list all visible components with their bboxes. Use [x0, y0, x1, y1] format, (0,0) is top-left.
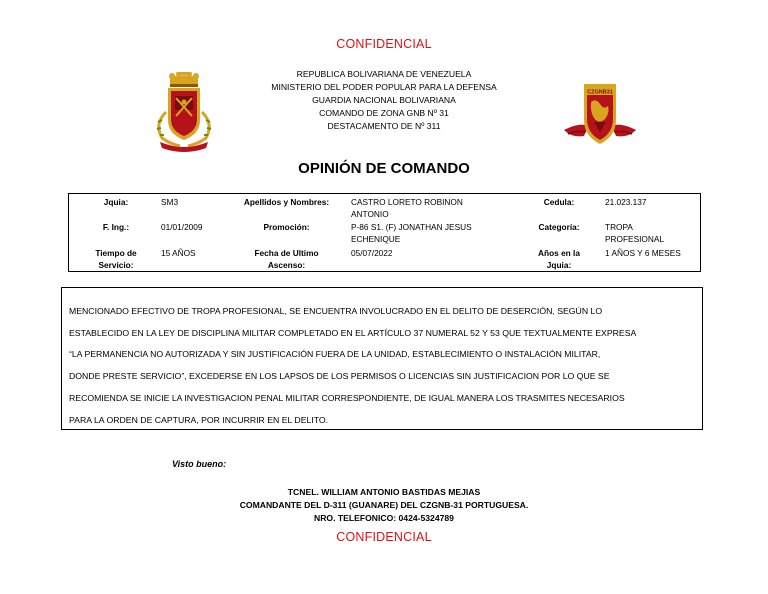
tiempo-servicio-label-line2: Servicio: [98, 260, 134, 270]
confidential-label-bottom: CONFIDENCIAL [336, 530, 432, 544]
tiempo-servicio-label [75, 247, 157, 271]
categoria-label: Categoría: [538, 222, 580, 232]
tiempo-servicio-label-line1: Tiempo de [95, 248, 137, 258]
promocion-value-line1: P-86 S1. (F) JONATHAN JESUS [351, 222, 472, 232]
signer-phone: NRO. TELEFONICO: 0424-5324789 [314, 513, 454, 523]
anos-jquia-value: 1 AÑOS Y 6 MESES [605, 248, 681, 258]
fecha-ingreso-label: F. Ing.: [102, 222, 130, 232]
anos-jquia-label-line2: Jquia: [546, 260, 572, 270]
apellidos-value [351, 196, 463, 220]
ultimo-ascenso-label [234, 247, 339, 271]
header-line-command: COMANDO DE ZONA GNB Nº 31 [319, 108, 449, 118]
jquia-value: SM3 [161, 197, 179, 207]
ultimo-ascenso-label-line1: Fecha de Ultimo [254, 248, 319, 258]
opinion-line-6: PARA LA ORDEN DE CAPTURA, POR INCURRIR EN EL DELITO. [69, 414, 329, 425]
opinion-line-4: DONDE PRESTE SERVICIO”, EXCEDERSE EN LOS LAPSOS DE LOS PERMISOS O LICENCIAS SIN JUSTIFICACION POR LO QUE SE [69, 371, 610, 382]
signer-role: COMANDANTE DEL D-311 (GUANARE) DEL CZGNB-31 PORTUGUESA. [239, 500, 529, 510]
promocion-value-line2: ECHENIQUE [351, 234, 401, 244]
cedula-label: Cedula: [543, 197, 575, 207]
promocion-label: Promoción: [263, 222, 310, 232]
jquia-label: Jquia: [103, 197, 129, 207]
apellidos-label: Apellidos y Nombres: [243, 197, 330, 207]
header-line-ministry: MINISTERIO DEL PODER POPULAR PARA LA DEFENSA [271, 82, 497, 92]
cedula-value: 21.023.137 [605, 197, 647, 207]
categoria-value-line1: TROPA [605, 222, 633, 232]
page-title: OPINIÓN DE COMANDO [298, 160, 470, 177]
fecha-ingreso-value: 01/01/2009 [161, 222, 203, 232]
categoria-value [605, 221, 664, 245]
signer-name: TCNEL. WILLIAM ANTONIO BASTIDAS MEJIAS [287, 487, 481, 497]
opinion-line-1: MENCIONADO EFECTIVO DE TROPA PROFESIONAL, SE ENCUENTRA INVOLUCRADO EN EL DELITO DE DESERCIÓN, SEGÚN LO [69, 306, 603, 316]
header-block [184, 68, 584, 133]
header-line-detachment: DESTACAMENTO DE Nº 311 [327, 121, 441, 131]
signature-block [0, 486, 768, 525]
command-opinion-text [61, 287, 703, 430]
opinion-line-5: RECOMIENDA SE INICIE LA INVESTIGACION PENAL MILITAR CORRESPONDIENTE, DE IGUAL MANERA LOS TRASMITES NECESARIOS [69, 392, 625, 403]
anos-jquia-label [524, 247, 594, 271]
visto-bueno-label: Visto bueno: [172, 459, 227, 469]
apellidos-value-line2: ANTONIO [351, 209, 389, 219]
header-line-republic: REPUBLICA BOLIVARIANA DE VENEZUELA [296, 69, 472, 79]
anos-jquia-label-line1: Años en la [538, 248, 580, 258]
tiempo-servicio-value: 15 AÑOS [161, 248, 196, 258]
opinion-line-3: “LA PERMANENCIA NO AUTORIZADA Y SIN JUSTIFICACIÓN FUERA DE LA UNIDAD, ESTABLECIMIENTO O INSTALACIÓN MILITAR, [69, 349, 601, 360]
opinion-line-2: ESTABLECIDO EN LA LEY DE DISCIPLINA MILITAR COMPLETADO EN EL ARTÍCULO 37 NUMERAL 52 Y 53 QUE TEXTUALMENTE EXPRESA [69, 327, 637, 338]
promocion-value [351, 221, 472, 245]
ultimo-ascenso-label-line2: Ascenso: [267, 260, 306, 270]
categoria-value-line2: PROFESIONAL [605, 234, 665, 244]
apellidos-value-line1: CASTRO LORETO ROBINON [351, 197, 463, 207]
emblem-text: CZGNB31 [587, 89, 613, 96]
personnel-info-table [68, 193, 701, 272]
czgnb31-emblem [560, 78, 640, 150]
header-line-guard: GUARDIA NACIONAL BOLIVARIANA [312, 95, 456, 105]
ultimo-ascenso-value: 05/07/2022 [351, 248, 393, 258]
confidential-label-top: CONFIDENCIAL [336, 37, 432, 51]
